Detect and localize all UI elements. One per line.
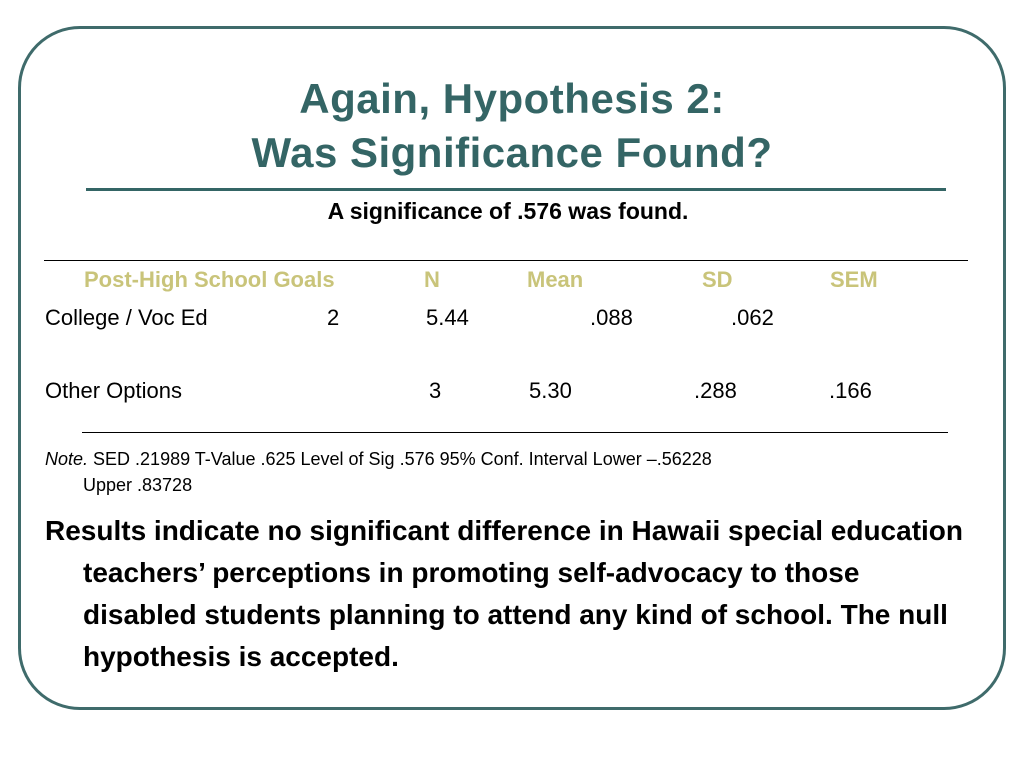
header-goals: Post-High School Goals [84,267,335,292]
header-mean: Mean [527,267,584,292]
header-n: N [424,267,440,292]
table-bottom-rule [82,432,948,433]
title-underline [86,188,946,191]
row-other-n: 3 [429,378,442,403]
table-note [45,446,945,498]
note-label: Note. [45,449,89,469]
table-top-rule [44,260,968,261]
significance-subtitle: A significance of .576 was found. [327,198,689,224]
slide-title-line-1: Again, Hypothesis 2: [299,75,725,122]
row-other-sem: .166 [829,378,872,403]
row-other-label: Other Options [45,378,182,403]
slide-title-line-2: Was Significance Found? [251,129,773,176]
header-sem: SEM [830,267,878,292]
conclusion-text: Results indicate no significant difference in Hawaii special education teachers’ perceptions in promoting self-advocacy to those disabled students planning to attend any kind of school. The null hypothesis is accepted. [45,515,963,672]
row-college-label: College / Voc Ed [45,305,208,330]
row-other-mean: 5.30 [529,378,572,403]
row-college-sd: .088 [590,305,633,330]
row-college-sem: .062 [731,305,774,330]
header-sd: SD [702,267,733,292]
note-continuation: Upper .83728 [83,475,193,495]
row-college-mean: 5.44 [426,305,469,330]
note-text: SED .21989 T-Value .625 Level of Sig .576 95% Conf. Interval Lower –.56228 [88,449,712,469]
row-other-sd: .288 [694,378,737,403]
row-college-n: 2 [327,305,340,330]
